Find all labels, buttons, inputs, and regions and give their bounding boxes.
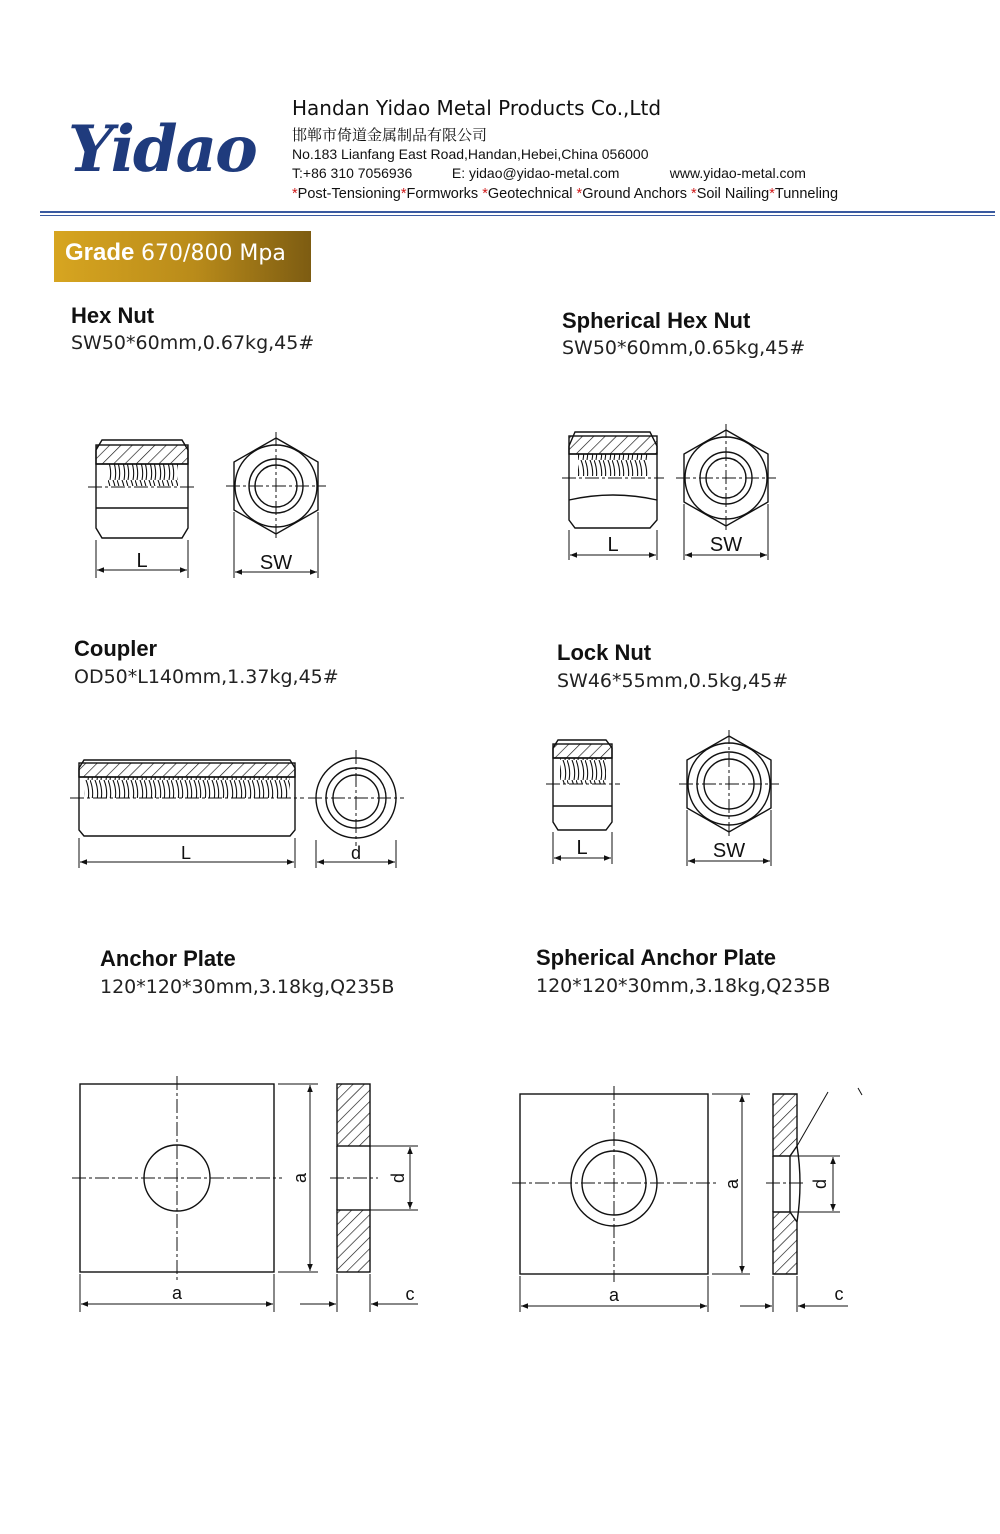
dimension-label: a (290, 1172, 310, 1184)
dimension-label: d (388, 1172, 408, 1184)
dimension-label: SW (712, 840, 746, 862)
product-title: Spherical Anchor Plate (536, 945, 777, 970)
product-title: Anchor Plate (100, 946, 236, 971)
dimension-label: c (834, 1284, 844, 1304)
email-address: E: yidao@yidao-metal.com (451, 165, 620, 181)
company-name: Handan Yidao Metal Products Co.,Ltd (292, 96, 662, 120)
dimension-label: SW (709, 534, 743, 556)
product-spec: OD50*L140mm,1.37kg,45# (74, 666, 339, 688)
service-item: Soil Nailing (696, 186, 770, 202)
spherical-anchor-plate-section-view (740, 1088, 862, 1312)
service-item: Post-Tensioning (297, 186, 401, 202)
dimension-label: d (350, 843, 362, 863)
anchor-plate-section-view (300, 1084, 418, 1312)
dimension-label: d (810, 1178, 830, 1190)
grade-value: 670/800 Mpa (141, 241, 286, 266)
service-item: Tunneling (774, 186, 839, 202)
dimension-label: c (405, 1284, 415, 1304)
phone-number: T:+86 310 7056936 (292, 165, 413, 181)
product-title: Lock Nut (557, 640, 652, 665)
dimension-label: SW (259, 552, 293, 574)
company-logo: Yidao (68, 112, 256, 187)
service-item: Ground Anchors (582, 186, 692, 202)
spherical-anchor-plate-front-view (512, 1086, 750, 1312)
product-title: Hex Nut (71, 303, 155, 328)
product-title: Coupler (74, 636, 158, 661)
dimension-label: L (180, 843, 192, 863)
dimension-label: L (607, 534, 619, 556)
dimension-label: a (171, 1283, 183, 1303)
product-spec: 120*120*30mm,3.18kg,Q235B (100, 976, 395, 998)
company-name-cn: 邯郸市倚道金属制品有限公司 (292, 126, 488, 144)
service-item: Formworks (406, 186, 483, 202)
product-spec: SW50*60mm,0.67kg,45# (71, 332, 315, 354)
service-item: Geotechnical (487, 186, 577, 202)
website-link[interactable]: www.yidao-metal.com (669, 165, 806, 181)
dimension-label: a (722, 1178, 742, 1190)
anchor-plate-front-view (72, 1076, 318, 1312)
product-spec: SW50*60mm,0.65kg,45# (562, 337, 806, 359)
product-spec: 120*120*30mm,3.18kg,Q235B (536, 975, 831, 997)
product-spec: SW46*55mm,0.5kg,45# (557, 670, 789, 692)
services-list: *Post-Tensioning*Formworks *Geotechnical *Ground Anchors *Soil Nailing*Tunneling (292, 186, 839, 202)
dimension-label: L (136, 550, 148, 572)
grade-label: Grade (65, 239, 135, 266)
dimension-label: L (576, 837, 588, 859)
product-title: Spherical Hex Nut (562, 308, 751, 333)
company-address: No.183 Lianfang East Road,Handan,Hebei,China 056000 (292, 146, 649, 162)
dimension-label: a (608, 1285, 620, 1305)
